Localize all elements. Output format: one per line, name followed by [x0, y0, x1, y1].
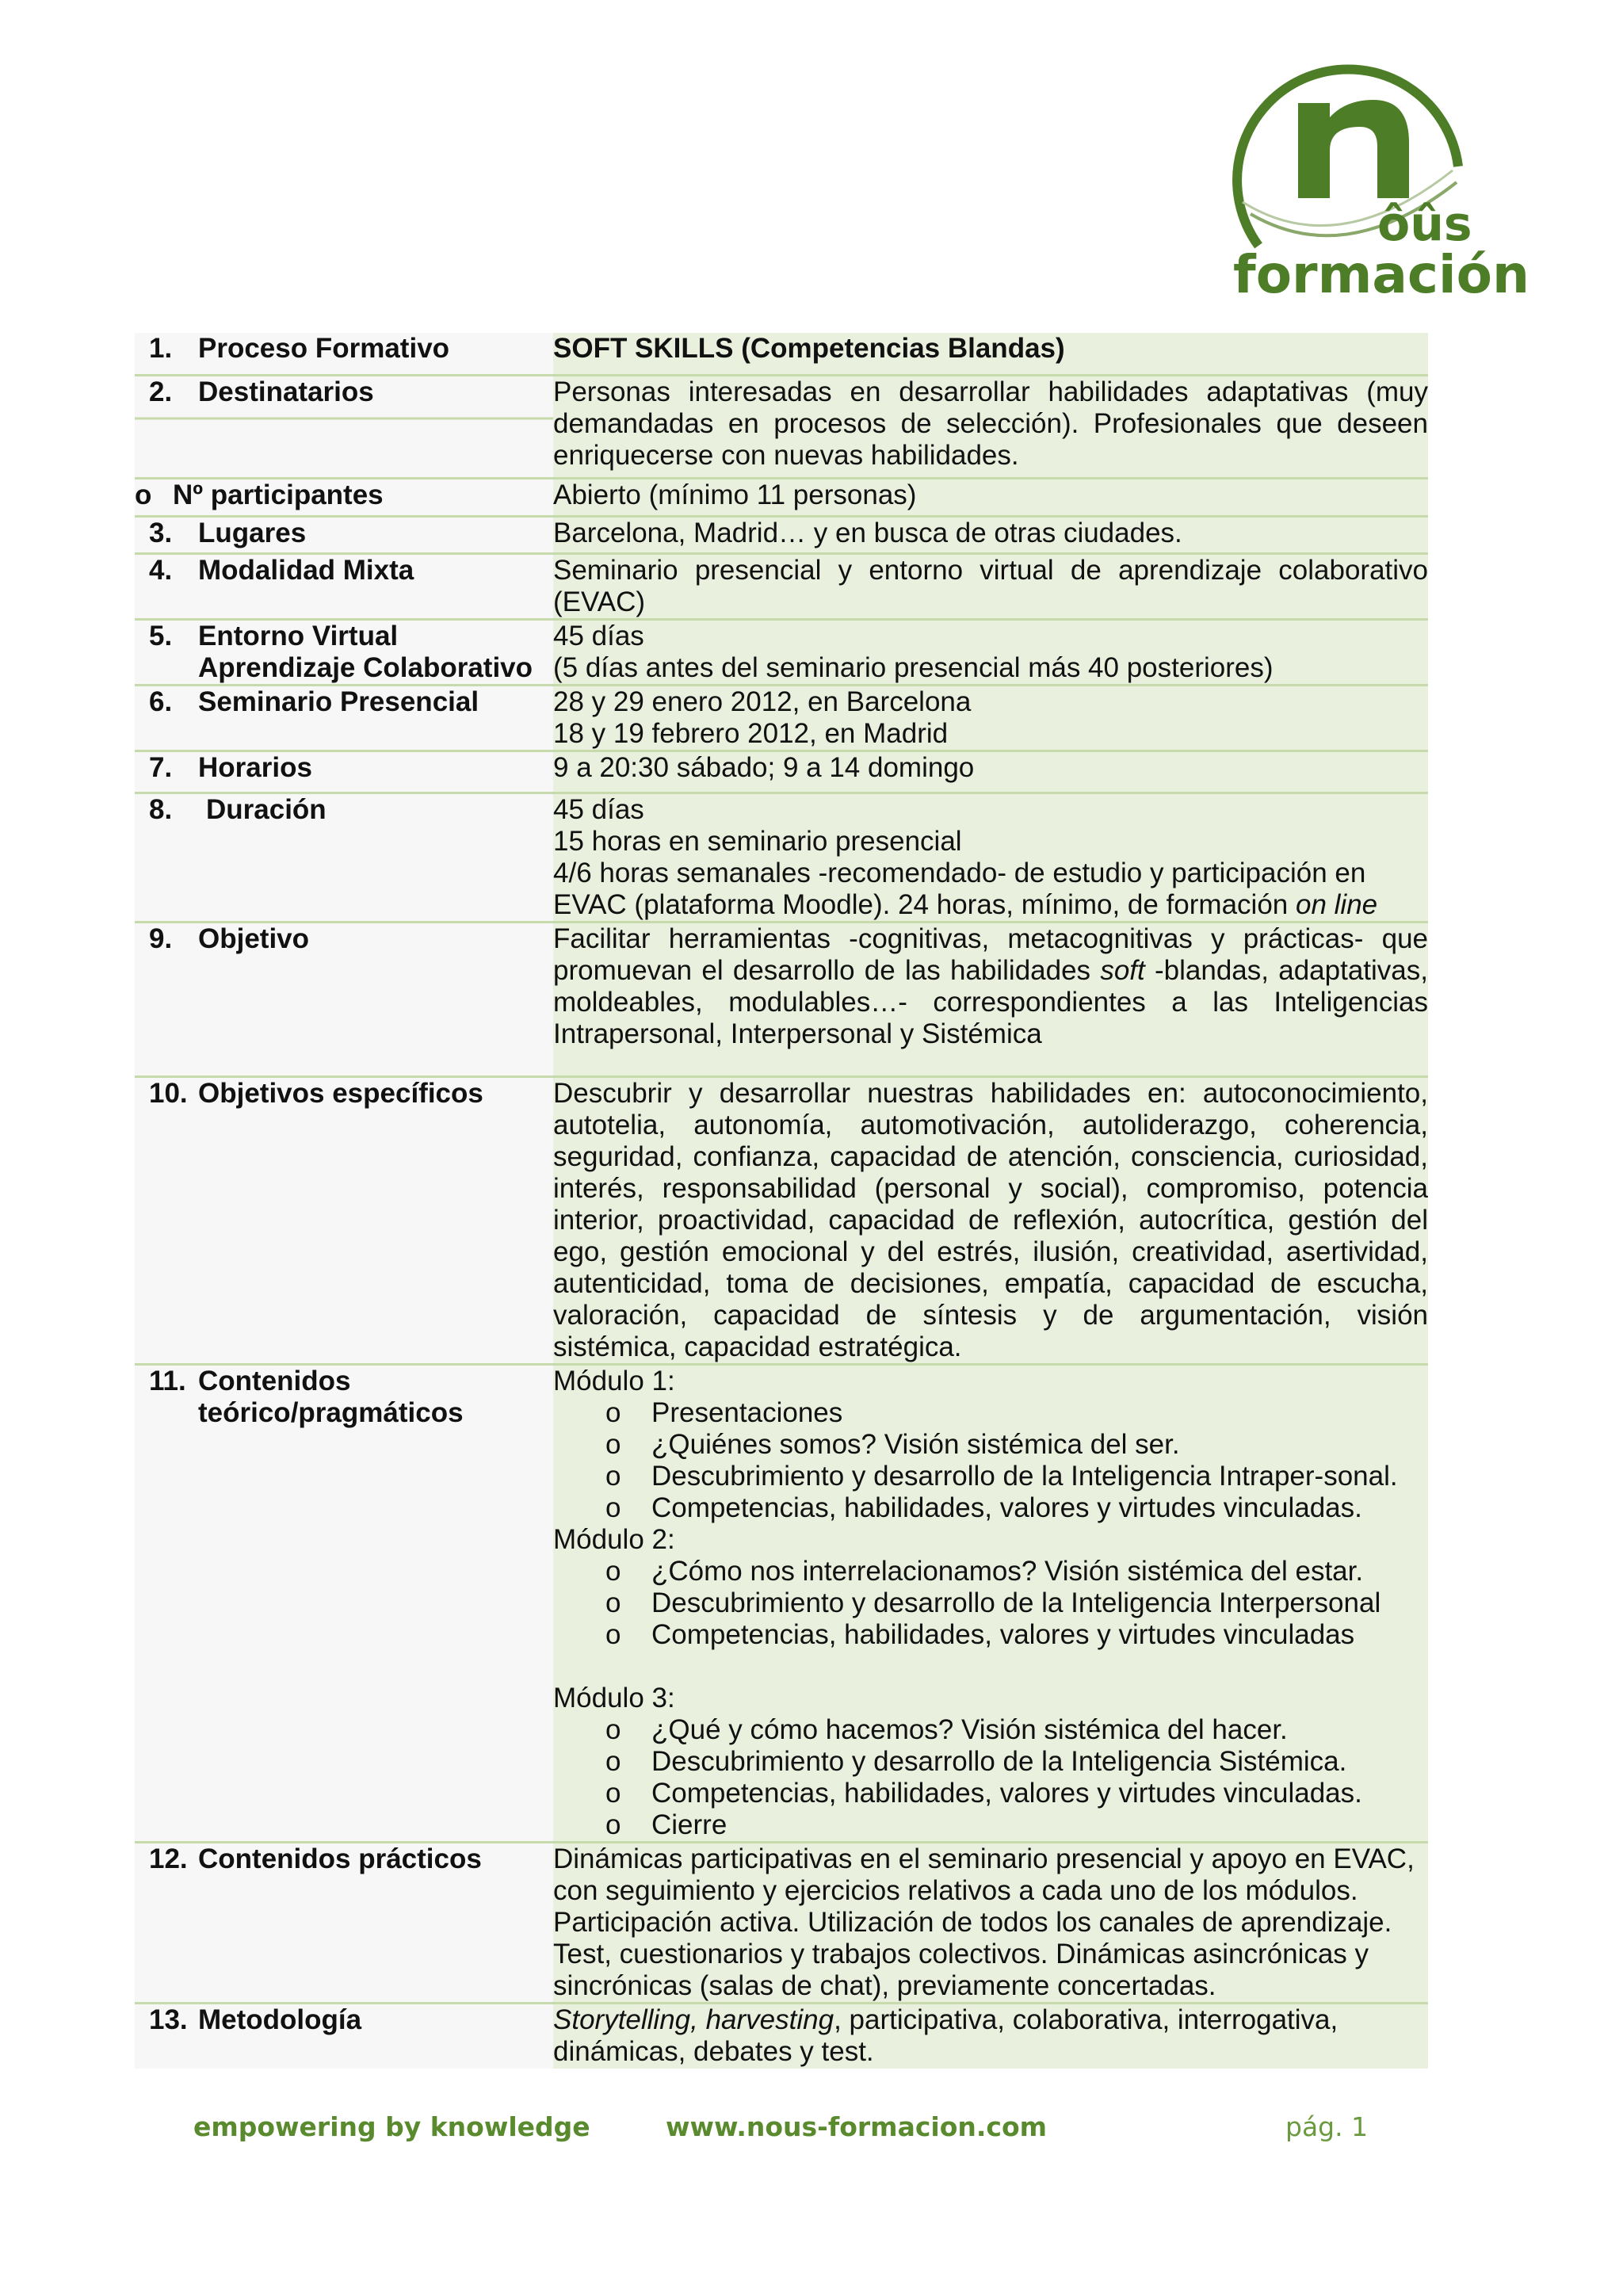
row-value: , participativa, colaborativa, interrogativa, dinámicas, debates y test. — [553, 2004, 1338, 2067]
footer-slogan: empowering by knowledge — [193, 2111, 590, 2142]
module-title: Módulo 1: — [553, 1365, 675, 1396]
bullet-marker: o — [605, 1713, 621, 1745]
row-value-italic: Storytelling, harvesting — [553, 2004, 834, 2035]
module-item — [553, 1429, 1428, 1461]
module-item-text: ¿Quiénes somos? Visión sistémica del ser. — [651, 1428, 1180, 1460]
bullet-marker: o — [135, 479, 152, 510]
module-item — [553, 1809, 1428, 1841]
row-label-line1: Contenidos — [198, 1365, 351, 1396]
bullet-marker: o — [605, 1745, 621, 1777]
row-label: Modalidad Mixta — [198, 554, 414, 586]
row-objetivos-especificos — [135, 1076, 1428, 1364]
row-value-part-b: -blandas, adaptativas, moldeables, modulables…- correspondientes a las Inteligencias Intrapersonal, Interpersonal y Sistémica — [553, 954, 1428, 1049]
bullet-marker: o — [605, 1777, 621, 1809]
row-value: SOFT SKILLS (Competencias Blandas) — [553, 333, 1428, 375]
modules-list — [553, 1364, 1428, 1842]
row-value: Barcelona, Madrid… y en busca de otras ciudades. — [553, 516, 1428, 553]
row-lugares — [135, 516, 1428, 553]
logo-accent-text: ôûs — [1377, 197, 1472, 252]
row-contenidos-teoricos — [135, 1364, 1428, 1842]
row-value-italic: soft — [1100, 954, 1145, 986]
row-number: 5. — [149, 620, 173, 651]
row-value-line1: 45 días — [553, 793, 644, 825]
module-item — [553, 1492, 1428, 1524]
row-number: 10. — [149, 1077, 188, 1109]
row-contenidos-practicos — [135, 1842, 1428, 2003]
row-number: 13. — [149, 2004, 188, 2035]
row-value-line2: 15 horas en seminario presencial — [553, 825, 962, 857]
module-item — [553, 1461, 1428, 1492]
row-label: Proceso Formativo — [198, 333, 450, 364]
row-label: Lugares — [198, 517, 307, 548]
row-label: Objetivos específicos — [198, 1077, 483, 1109]
row-value-line1: 45 días — [553, 620, 644, 651]
row-num-participantes — [135, 478, 1428, 516]
row-entorno-virtual — [135, 619, 1428, 685]
row-horarios — [135, 751, 1428, 793]
row-number: 11. — [149, 1365, 186, 1396]
module-item — [553, 1619, 1428, 1651]
row-label: Nº participantes — [173, 479, 384, 510]
row-value: Dinámicas participativas en el seminario presencial y apoyo en EVAC, con seguimiento y ejercicios relativos a cada uno de los módulos. Participación activa. Utilización de todos los canales de aprendizaje. Test, cuestionarios y trabajos colectivos. Dinámicas asincrónicas y sincrónicas (salas de chat), previamente concertadas. — [553, 1842, 1428, 2003]
row-label: Metodología — [198, 2004, 362, 2035]
footer-website[interactable]: www.nous-formacion.com — [666, 2111, 1048, 2142]
module-item-text: Presentaciones — [651, 1396, 843, 1428]
row-number: 7. — [149, 751, 173, 783]
module-item-text: ¿Qué y cómo hacemos? Visión sistémica del hacer. — [651, 1713, 1288, 1745]
row-proceso-formativo — [135, 333, 1428, 375]
row-value: Personas interesadas en desarrollar habilidades adaptativas (muy demandadas en procesos de selección). Profesionales que deseen enriquecerse con nuevas habilidades. — [553, 375, 1428, 478]
module-item-text: ¿Cómo nos interrelacionamos? Visión sistémica del estar. — [651, 1555, 1364, 1587]
module-item-text: Competencias, habilidades, valores y virtudes vinculadas. — [651, 1777, 1362, 1809]
bullet-marker: o — [605, 1460, 621, 1492]
row-value: Abierto (mínimo 11 personas) — [553, 478, 1428, 516]
spacer — [553, 1651, 1428, 1683]
row-number: 4. — [149, 554, 173, 586]
bullet-marker: o — [605, 1396, 621, 1428]
bullet-marker: o — [605, 1618, 621, 1650]
row-objetivo — [135, 922, 1428, 1076]
module-item-text: Descubrimiento y desarrollo de la Inteligencia Sistémica. — [651, 1745, 1347, 1777]
bullet-marker: o — [605, 1428, 621, 1460]
row-metodologia — [135, 2003, 1428, 2069]
bullet-marker: o — [605, 1809, 621, 1840]
row-label: Seminario Presencial — [198, 686, 479, 717]
row-modalidad-mixta — [135, 553, 1428, 619]
row-value-line1: 28 y 29 enero 2012, en Barcelona — [553, 686, 972, 717]
module-item — [553, 1746, 1428, 1778]
row-destinatarios — [135, 375, 1428, 478]
row-value: Seminario presencial y entorno virtual de aprendizaje colaborativo (EVAC) — [553, 553, 1428, 619]
row-label-line2: teórico/pragmáticos — [198, 1396, 464, 1428]
row-value-part-a: Facilitar herramientas -cognitivas, metacognitivas y prácticas- que promuevan el desarrollo de las habilidades — [553, 923, 1428, 986]
module-item-text: Competencias, habilidades, valores y virtudes vinculadas — [651, 1618, 1355, 1650]
row-number: 12. — [149, 1843, 188, 1874]
row-value-line3: 4/6 horas semanales -recomendado- de estudio y participación en EVAC (plataforma Moodle). 24 horas, mínimo, de formación — [553, 857, 1366, 920]
row-label: Duración — [206, 793, 327, 825]
row-number: 8. — [149, 793, 173, 825]
row-label-line1: Entorno Virtual — [198, 620, 399, 651]
module-item-text: Cierre — [651, 1809, 727, 1840]
row-label: Contenidos prácticos — [198, 1843, 482, 1874]
row-number: 6. — [149, 686, 173, 717]
row-number: 9. — [149, 923, 173, 954]
module-item — [553, 1778, 1428, 1809]
bullet-marker: o — [605, 1555, 621, 1587]
module-item-text: Competencias, habilidades, valores y virtudes vinculadas. — [651, 1492, 1362, 1523]
module-item — [553, 1714, 1428, 1746]
module-item — [553, 1556, 1428, 1587]
row-number: 1. — [149, 333, 173, 364]
row-value-line2: (5 días antes del seminario presencial más 40 posteriores) — [553, 651, 1274, 683]
bullet-marker: o — [605, 1587, 621, 1618]
module-item-text: Descubrimiento y desarrollo de la Inteligencia Interpersonal — [651, 1587, 1381, 1618]
row-label: Destinatarios — [198, 376, 374, 407]
row-value: Descubrir y desarrollar nuestras habilidades en: autoconocimiento, autotelia, autonomía, automotivación, autoliderazgo, coherencia, seguridad, confianza, capacidad de atención, consciencia, curiosidad, interés, responsabilidad (personal y social), compromiso, potencia interior, proactividad, capacidad de reflexión, autocrítica, gestión del ego, gestión emocional y del estrés, ilusión, creatividad, asertividad, autenticidad, toma de decisiones, empatía, capacidad de escucha, valoración, capacidad de síntesis y de argumentación, visión sistémica, capacidad estratégica. — [553, 1076, 1428, 1364]
row-label: Horarios — [198, 751, 312, 783]
module-item-text: Descubrimiento y desarrollo de la Inteligencia Intraper-sonal. — [651, 1460, 1398, 1492]
module-title: Módulo 2: — [553, 1523, 675, 1555]
row-value: 9 a 20:30 sábado; 9 a 14 domingo — [553, 751, 1428, 793]
row-value-line2: 18 y 19 febrero 2012, en Madrid — [553, 717, 949, 749]
module-item — [553, 1397, 1428, 1429]
logo-word: formación — [1233, 244, 1529, 305]
row-value-italic: on line — [1295, 888, 1378, 920]
row-number: 2. — [149, 376, 173, 407]
row-seminario-presencial — [135, 685, 1428, 751]
row-duracion — [135, 793, 1428, 922]
row-number: 3. — [149, 517, 173, 548]
module-item — [553, 1587, 1428, 1619]
row-label: Objetivo — [198, 923, 310, 954]
footer-page-number: pág. 1 — [1285, 2111, 1369, 2142]
course-info-table — [135, 333, 1428, 2069]
bullet-marker: o — [605, 1492, 621, 1523]
module-title: Módulo 3: — [553, 1682, 675, 1713]
row-label-line2: Aprendizaje Colaborativo — [198, 651, 533, 683]
